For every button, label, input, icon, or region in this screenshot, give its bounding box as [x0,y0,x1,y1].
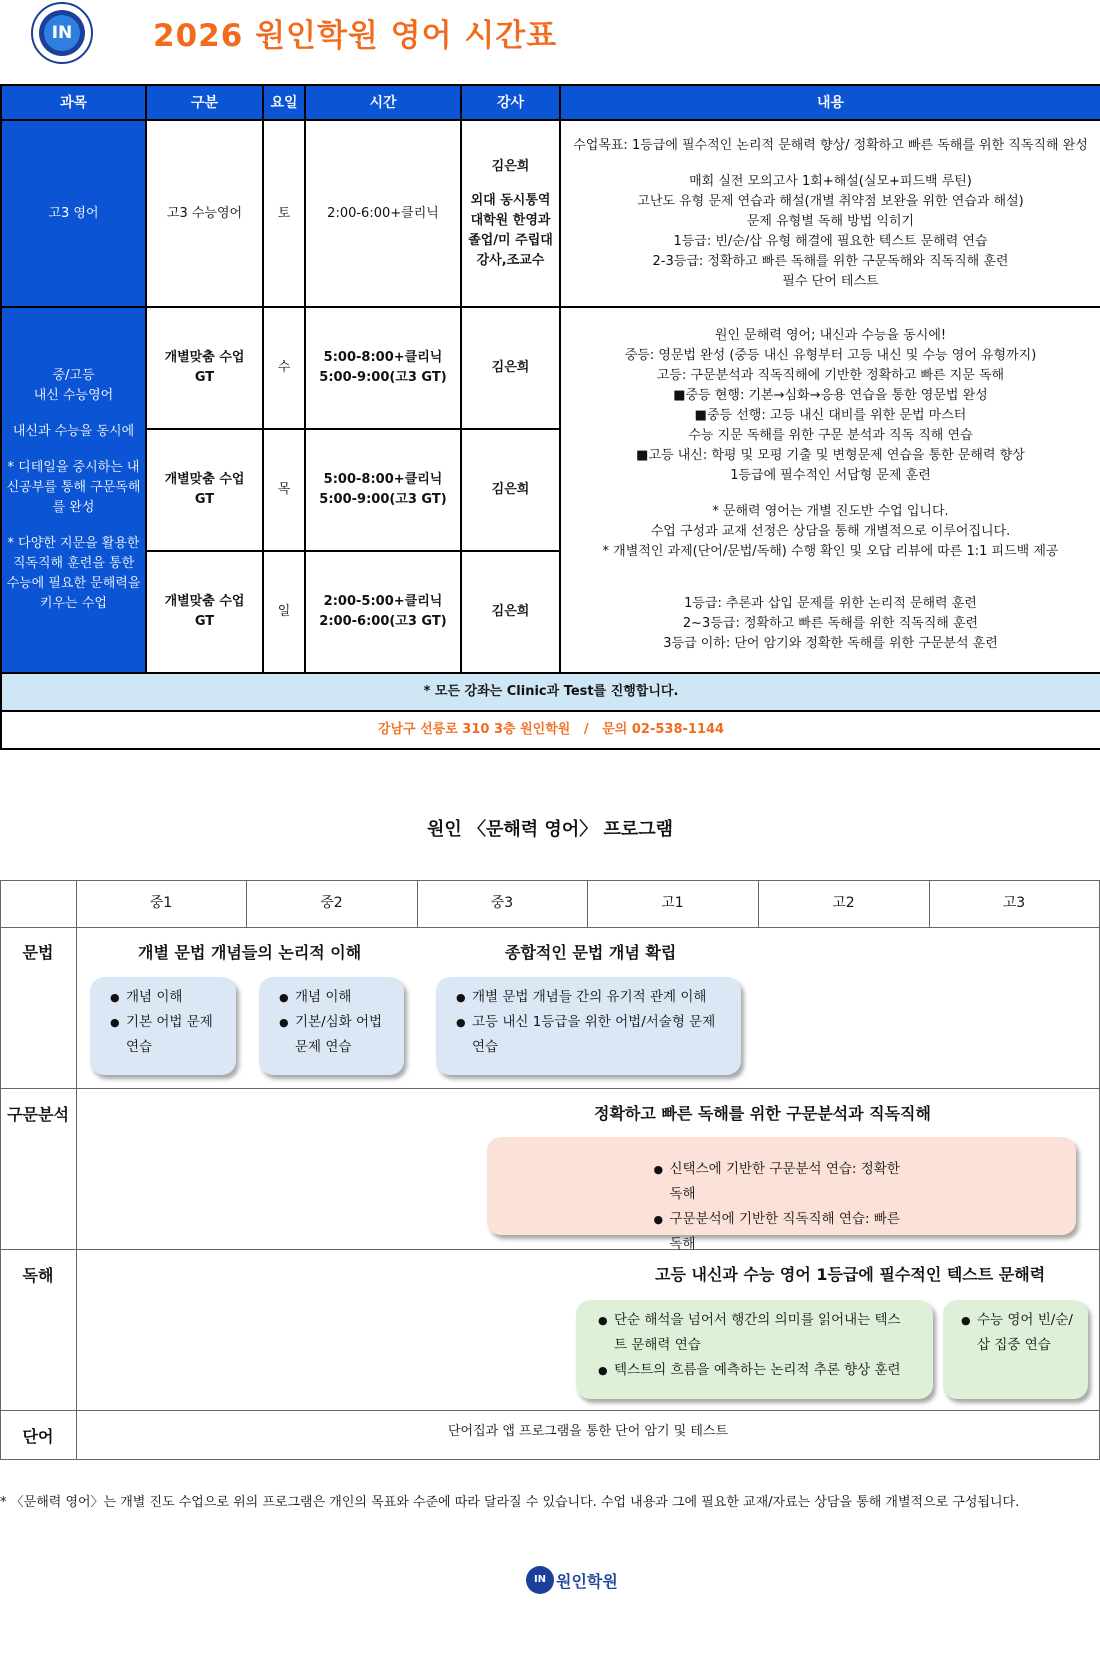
reading-heading: 고등 내신과 수능 영어 1등급에 필수적인 텍스트 문해력 [655,1265,1046,1284]
page-title: 2026 원인학원 영어 시간표 [153,18,558,54]
col-header-subject: 과목 [1,85,146,120]
grammar-box-m2: ● 개념 이해 ● 기본/심화 어법 문제 연습 [259,977,404,1075]
col-h2: 고2 [832,895,855,911]
teacher-cell: 김은희 [461,551,560,673]
time-cell: 5:00-8:00+클리닉 5:00-9:00(고3 GT) [305,307,461,429]
type-cell: 고3 수능영어 [146,120,263,307]
subject-cell: 고3 영어 [1,120,146,307]
vocab-description: 단어집과 앱 프로그램을 통한 단어 암기 및 테스트 [447,1424,729,1439]
content-cell: 원인 문해력 영어; 내신과 수능을 동시에! 중등: 영문법 완성 (중등 내신 유형부터 고등 내신 및 수능 영어 유형까지) 고등: 구문분석과 직독직해에 기반한 정확하고 빠른 지문 독해 ■중등 현행: 기본→심화→응용 연습을 통한 영문법 완성 ■중등 선행: 고등 내신 대비를 위한 문법 마스터 수능 지문 독해를 위한 구문 분석과 직독 직해 연습 ■고등 내신: 학평 및 모평 기출 및 변형문제 연습을 통한 문해력 향상 1등급에 필수적인 서답형 문제 훈련 * 문해력 영어는 개별 진도반 수업 입니다. 수업 구성과 교재 선정은 상담을 통해 개별적으로 이루어집니다. * 개별적인 과제(단어/문법/독해) 수행 확인 및 오답 리뷰에 따른 1:1 피드백 제공 1등급: 추론과 삽입 문제를 위한 논리적 문해력 훈련 2~3등급: 정확하고 빠른 독해를 위한 직독직해 훈련 3등급 이하: 단어 암기와 정확한 독해를 위한 구문분석 훈련 [560,307,1100,673]
time-cell: 2:00-5:00+클리닉 2:00-6:00(고3 GT) [305,551,461,673]
teacher-cell: 김은희 [461,429,560,551]
grid-line [76,880,77,1460]
schedule-row-g3 [1,120,1100,307]
schedule-header-row [1,85,1100,120]
teacher-cell: 김은희 외대 동시통역 대학원 한영과 졸업/미 주립대 강사,조교수 [461,120,560,307]
day-cell: 토 [263,120,305,307]
schedule-address-row [1,711,1100,749]
col-m3: 중3 [490,895,514,911]
reading-box-1: ● 단순 해석을 넘어서 행간의 의미를 읽어내는 텍스트 문해력 연습 ● 텍스트의 흐름을 예측하는 논리적 추론 향상 훈련 [576,1300,933,1399]
col-header-time: 시간 [305,85,461,120]
schedule-note-row [1,673,1100,711]
schedule-table [0,84,1100,750]
syntax-heading: 정확하고 빠른 독해를 위한 구문분석과 직독직해 [594,1104,931,1123]
footnote: * 〈문해력 영어〉는 개별 진도 수업으로 위의 프로그램은 개인의 목표와 수준에 따라 달라질 수 있습니다. 수업 내용과 그에 필요한 교재/자료는 상담을 통해 개별적으로 구성됩니다. [0,1495,1020,1510]
time-cell: 5:00-8:00+클리닉 5:00-9:00(고3 GT) [305,429,461,551]
academy-logo-icon: IN [31,2,93,64]
academy-name: 원인학원 [556,1572,618,1591]
day-cell: 목 [263,429,305,551]
col-m1: 중1 [149,895,173,911]
reading-box-2: ● 수능 영어 빈/순/삽 집중 연습 [943,1300,1088,1399]
grammar-heading-1: 개별 문법 개념들의 논리적 이해 [138,943,362,962]
syntax-box: ● 신택스에 기반한 구문분석 연습: 정확한 독해 ● 구문분석에 기반한 직독직해 연습: 빠른 독해 [487,1137,1076,1235]
address-contact: 강남구 선릉로 310 3층 원인학원 / 문의 02-538-1144 [1,711,1100,749]
col-h1: 고1 [661,895,684,911]
type-cell: 개별맞춤 수업 GT [146,307,263,429]
grammar-box-m1: ● 개념 이해 ● 기본 어법 문제 연습 [90,977,236,1075]
type-cell: 개별맞춤 수업 GT [146,429,263,551]
col-header-day: 요일 [263,85,305,120]
academy-logo-icon: IN [526,1566,554,1594]
col-m2: 중2 [320,895,343,911]
program-title: 원인 〈문해력 영어〉 프로그램 [426,819,674,840]
grammar-heading-2: 종합적인 문법 개념 확립 [505,943,677,962]
grid-line [0,927,1100,928]
row-reading: 독해 [22,1266,54,1285]
col-header-teacher: 강사 [461,85,560,120]
col-header-content: 내용 [560,85,1100,120]
type-cell: 개별맞춤 수업 GT [146,551,263,673]
content-cell: 수업목표: 1등급에 필수적인 논리적 문해력 향상/ 정확하고 빠른 독해를 위한 직독직해 완성 매회 실전 모의고사 1회+해설(실모+피드백 루틴) 고난도 유형 문제 연습과 해설(개별 취약점 보완을 위한 연습과 해설) 문제 유형별 독해 방법 익히기 1등급: 빈/순/삽 유형 해결에 필요한 텍스트 문해력 연습 2-3등급: 정확하고 빠른 독해를 위한 구문독해와 직독직해 훈련 필수 단어 테스트 [560,120,1100,307]
day-cell: 일 [263,551,305,673]
teacher-cell: 김은희 [461,307,560,429]
col-h3: 고3 [1002,895,1026,911]
row-grammar: 문법 [22,943,54,962]
time-cell: 2:00-6:00+클리닉 [305,120,461,307]
col-header-type: 구분 [146,85,263,120]
grid-line [0,1459,1100,1460]
subject-cell: 중/고등 내신 수능영어 내신과 수능을 동시에 * 디테일을 중시하는 내신공부를 통해 구문독해를 완성 * 다양한 지문을 활용한 직독직해 훈련을 통한 수능에 필요한 문해력을 키우는 수업 [1,307,146,673]
grid-line [0,1410,1100,1411]
grammar-box-m3: ● 개별 문법 개념들 간의 유기적 관계 이해 ● 고등 내신 1등급을 위한 어법/서술형 문제 연습 [436,977,741,1075]
grid-line [0,1249,1100,1250]
grid-line [0,880,1,1460]
row-vocab: 단어 [22,1427,54,1446]
grid-line [0,1088,1100,1089]
day-cell: 수 [263,307,305,429]
schedule-row-wed [1,307,1100,429]
row-syntax: 구문분석 [7,1105,69,1124]
clinic-note: * 모든 강좌는 Clinic과 Test를 진행합니다. [1,673,1100,711]
